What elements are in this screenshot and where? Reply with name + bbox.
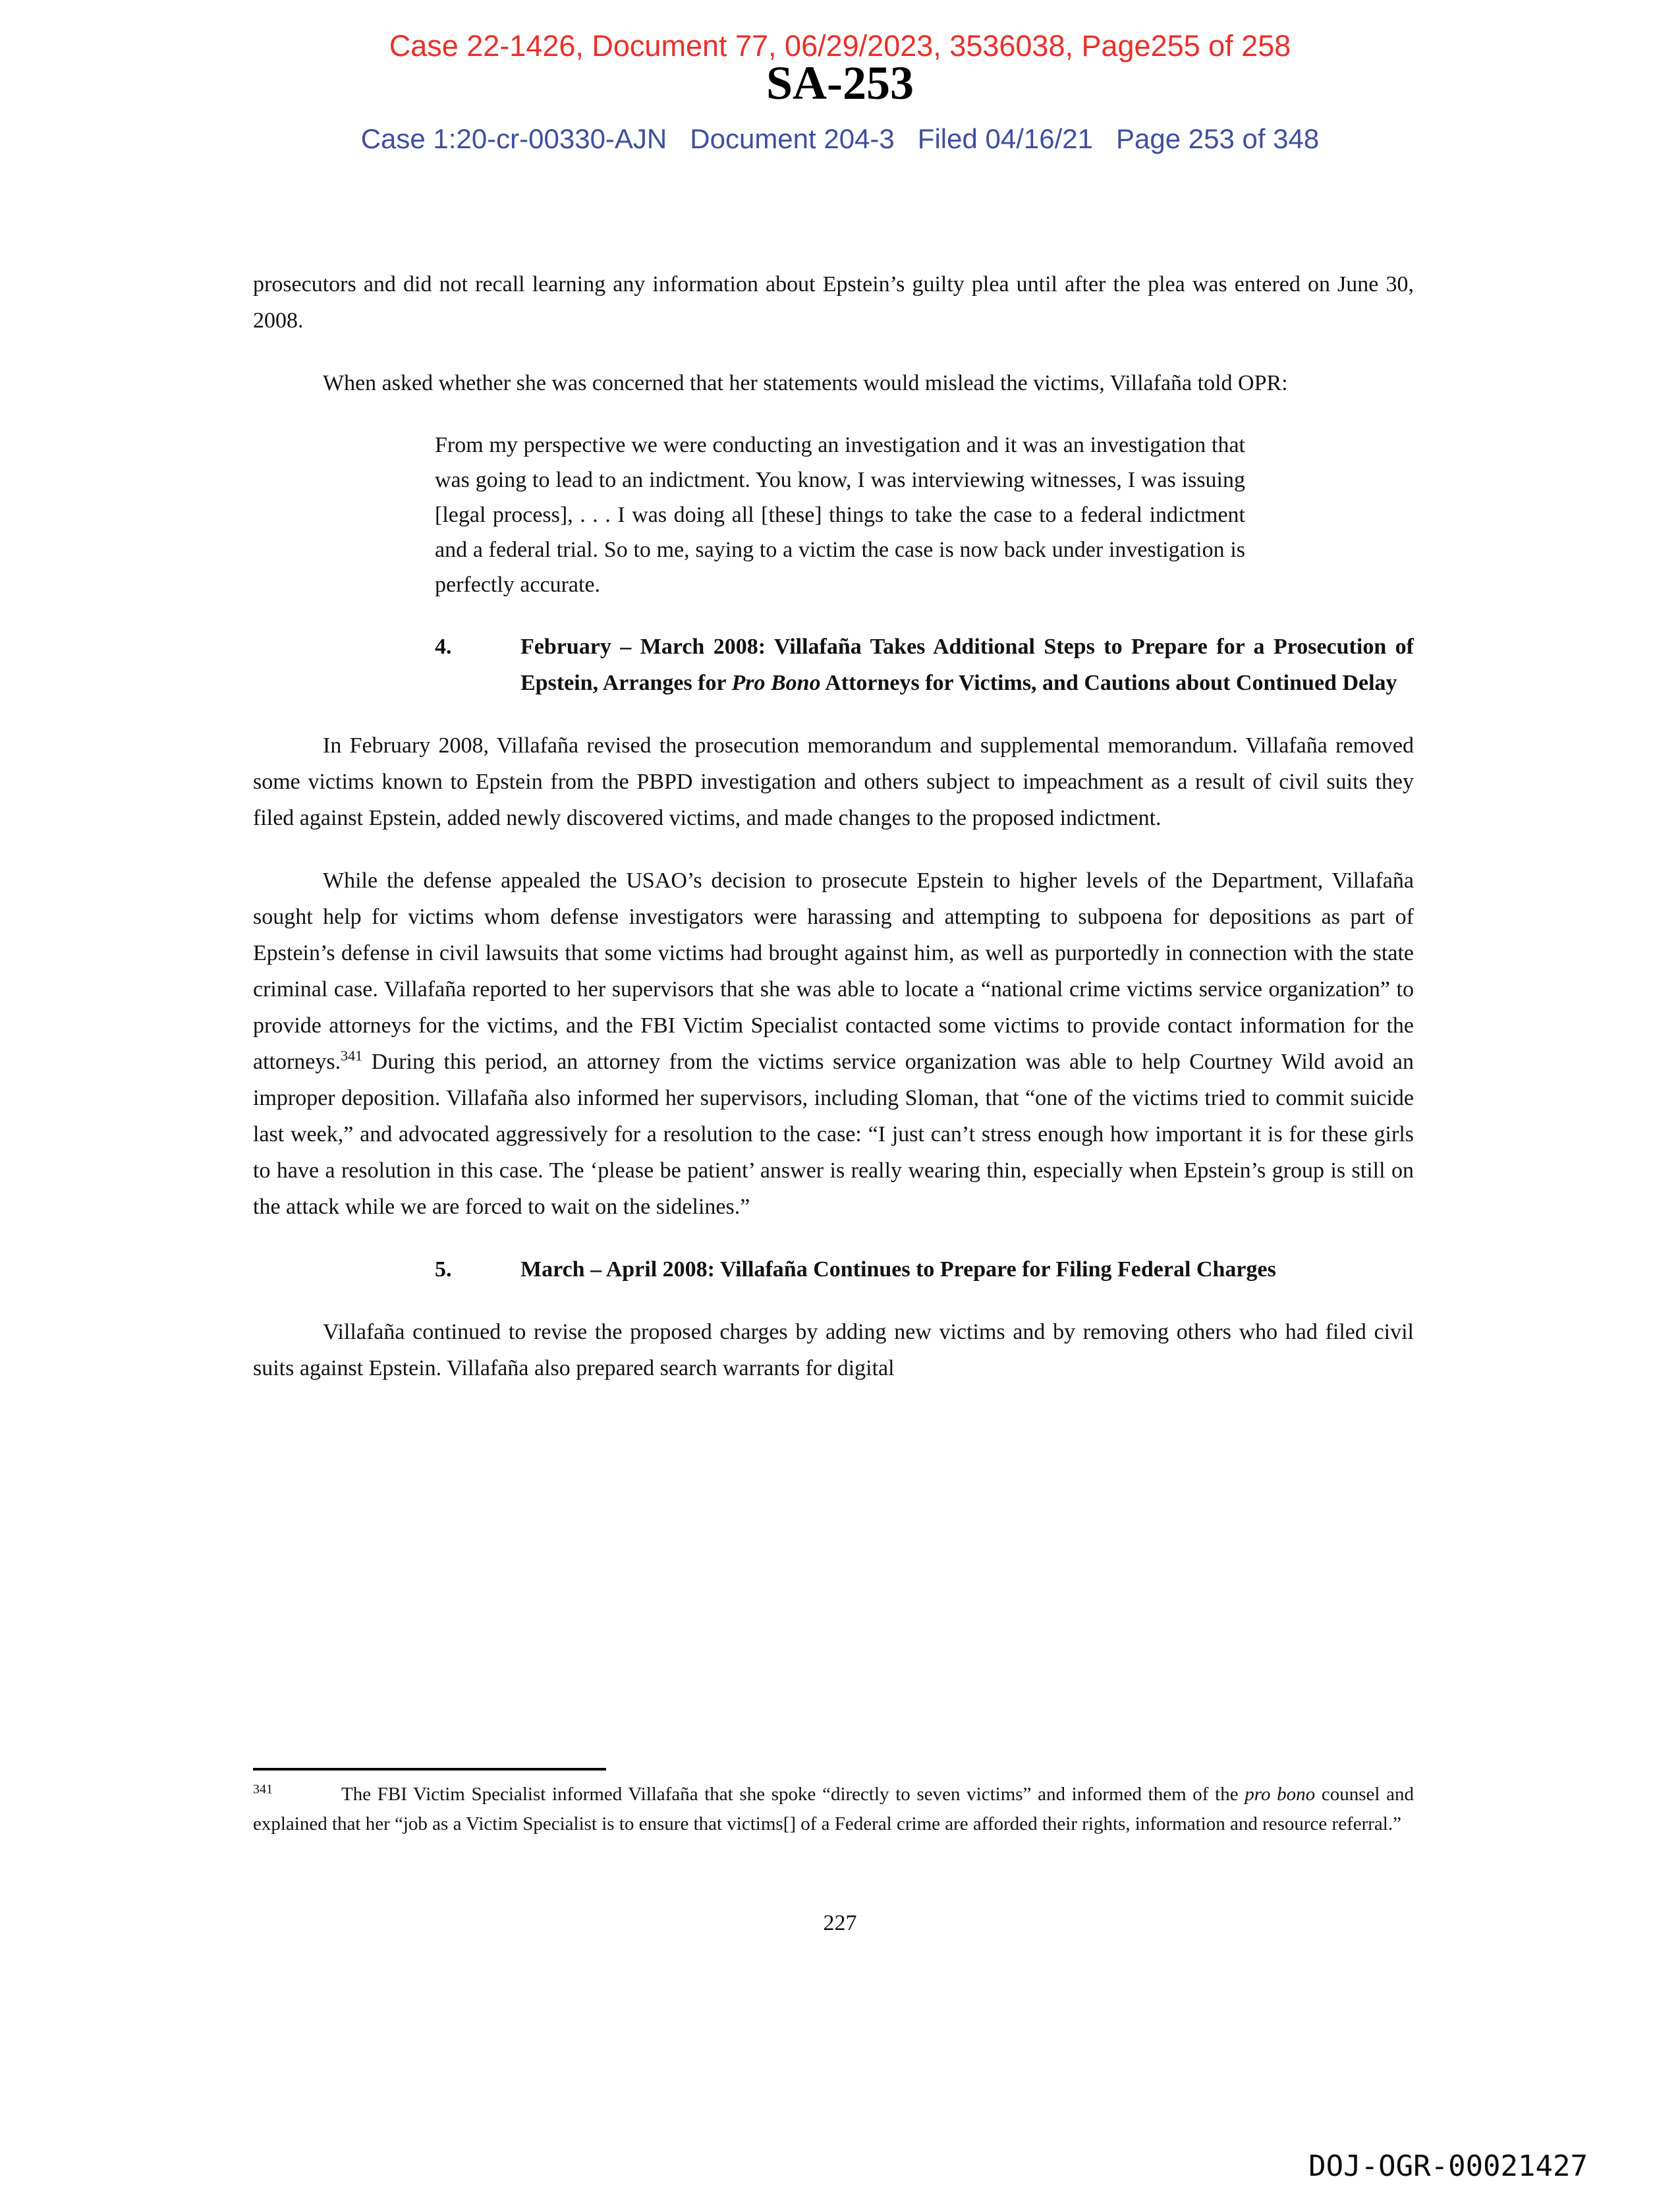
footnote-341-marker: 341 [253, 1782, 273, 1797]
paragraph-continued-from-previous-page: prosecutors and did not recall learning any information about Epstein’s guilty plea until after the plea was entered on June 30, 2008. [253, 272, 1414, 333]
paragraph-in-february-2008: In February 2008, Villafaña revised the prosecution memorandum and supplemental memorandum. Villafaña removed some victims known to Epstein from the PBPD investigation and others subject to impeachment as a result of civil suits they filed against Epstein, added newly discovered victims, and made changes to the proposed indictment. [253, 733, 1414, 830]
paragraph-villafana-continued: Villafaña continued to revise the proposed charges by adding new victims and by removing others who had filed civil suits against Epstein. Villafaña also prepared search warrants for digital [253, 1320, 1414, 1380]
footnote-text-before-italic: The FBI Victim Specialist informed Villafaña that she spoke “directly to seven victims” and informed them of the [341, 1784, 1245, 1805]
bates-stamp: DOJ-OGR-00021427 [1308, 2149, 1588, 2183]
heading-4-text-before-italic: February – March 2008: Villafaña Takes Additional Steps to Prepare for a Prosecution of Epstein, Arranges for [520, 635, 1414, 695]
heading-4-italic-pro-bono: Pro Bono [731, 671, 821, 695]
footnote-area [253, 1768, 1414, 1839]
page-number: 227 [823, 1911, 857, 1935]
supplemental-appendix-label: SA-253 [766, 57, 914, 109]
footnote-341 [253, 1780, 1414, 1839]
section-heading-5 [253, 1251, 1414, 1288]
heading-4-text [520, 635, 1414, 695]
section-heading-4 [253, 629, 1414, 701]
paragraph-text-after-footnote-ref: During this period, an attorney from the victims service organization was able to help Courtney Wild avoid an improper deposition. Villafaña also informed her supervisors, including Sloman, that “one of the victims tried to commit suicide last week,” and advocated aggressively for a resolution to the case: “I just can’t stress enough how important it is for these girls to have a resolution in this case. The ‘please be patient’ answer is really wearing thin, especially when Epstein’s group is still on the attack while we are forced to wait on the sidelines.” [253, 1050, 1414, 1219]
heading-5-number: 5. [435, 1257, 452, 1282]
footnote-separator-rule [253, 1768, 606, 1771]
paragraph-text-before-footnote-ref: While the defense appealed the USAO’s decision to prosecute Epstein to higher levels of the Department, Villafaña sought help for victims whom defense investigators were harassing and attempting to subpoena for depositions as part of Epstein’s defense in civil lawsuits that some victims had brought against him, as well as purportedly in connection with the state criminal case. Villafaña reported to her supervisors that she was able to locate a “national crime victims service organization” to provide attorneys for the victims, and the FBI Victim Specialist contacted some victims to provide contact information for the attorneys. [253, 868, 1414, 1074]
document-body [253, 266, 1414, 1413]
appellate-case-header: Case 22-1426, Document 77, 06/29/2023, 3536038, Page255 of 258 [389, 29, 1291, 63]
footnote-italic-pro-bono: pro bono [1245, 1784, 1316, 1805]
paragraph-while-the-defense [253, 863, 1414, 1225]
heading-5-text: March – April 2008: Villafaña Continues to Prepare for Filing Federal Charges [520, 1257, 1276, 1282]
district-court-header: Case 1:20-cr-00330-AJN Document 204-3 Filed 04/16/21 Page 253 of 348 [360, 123, 1320, 154]
heading-4-number: 4. [435, 635, 452, 659]
block-quotation-villafana-opr: From my perspective we were conducting an investigation and it was an investigation that was going to lead to an indictment. You know, I was interviewing witnesses, I was issuing [legal process], . . . I was doing all [these] things to take the case to a federal indictment and a federal trial. So to me, saying to a victim the case is now back under investigation is perfectly accurate. [435, 433, 1245, 597]
heading-4-text-after-italic: Attorneys for Victims, and Cautions about Continued Delay [820, 671, 1397, 695]
footnote-reference-341: 341 [341, 1047, 363, 1064]
paragraph-when-asked: When asked whether she was concerned that her statements would mislead the victims, Villafaña told OPR: [323, 371, 1288, 395]
footnote-text-after-italic: counsel and explained that her “job as a Victim Specialist is to ensure that victims[] of a Federal crime are afforded their rights, information and resource referral.” [253, 1784, 1414, 1834]
